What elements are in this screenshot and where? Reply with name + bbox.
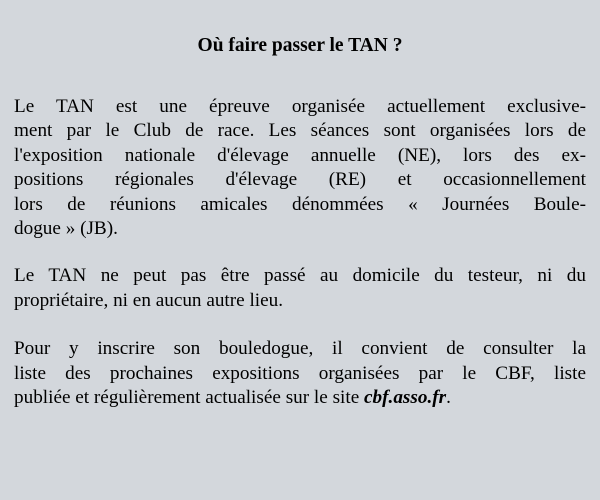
text-line: liste des prochaines expositions organisées par le CBF, liste [14, 362, 586, 384]
paragraph-tan-location [14, 264, 586, 313]
text-line: Pour y inscrire son bouledogue, il convient de consulter la [14, 338, 586, 360]
text-line: ment par le Club de race. Les séances sont organisées lors de [14, 120, 586, 142]
paragraph-registration [14, 337, 586, 410]
site-link[interactable]: cbf.asso.fr [364, 387, 447, 409]
text-line: Le TAN est une épreuve organisée actuellement exclusive- [14, 96, 586, 117]
text-line: positions régionales d'élevage (RE) et occasionnellement [14, 169, 586, 191]
text-line: lors de réunions amicales dénommées « Journées Boule- [14, 193, 586, 215]
text-line: dogue » (JB). [14, 218, 118, 240]
text-line: l'exposition nationale d'élevage annuelle (NE), lors des ex- [14, 144, 586, 166]
page-title: Où faire passer le TAN ? [197, 35, 403, 56]
text-line: propriétaire, ni en aucun autre lieu. [14, 289, 284, 311]
text-fragment: publiée et régulièrement actualisée sur le site [14, 387, 365, 409]
paragraph-tan-organisation [14, 95, 586, 241]
text-fragment: . [446, 387, 451, 409]
text-line-with-site [14, 386, 586, 410]
text-line: Le TAN ne peut pas être passé au domicile du testeur, ni du [14, 265, 586, 287]
